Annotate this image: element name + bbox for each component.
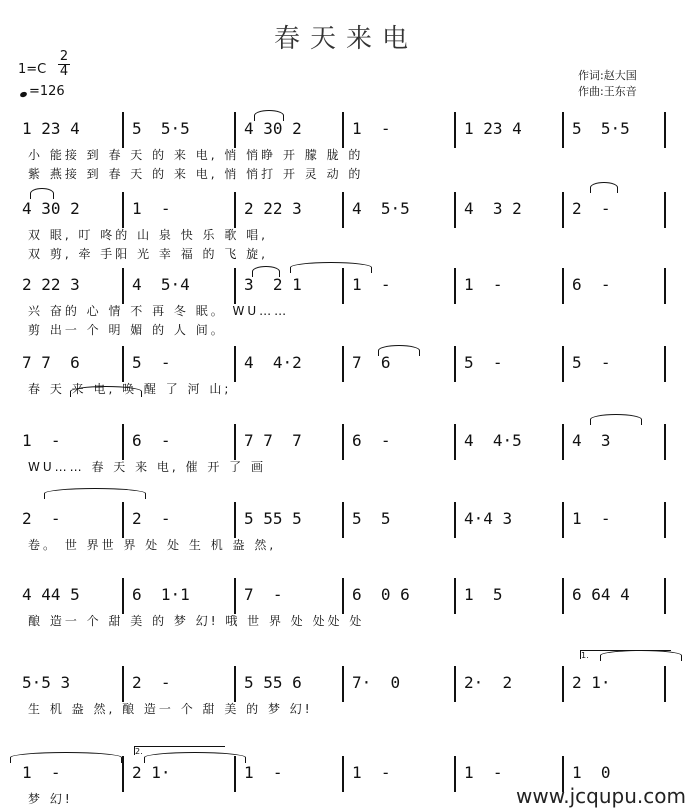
lyric-line: 小 能接 到 春 天 的 来 电, 悄 悄睁 开 朦 胧 的 (28, 148, 364, 162)
measure: 7 6 (352, 353, 391, 372)
measure: 7 7 7 (244, 431, 302, 450)
composer: 作曲:王东音 (578, 85, 637, 98)
measure: 2 - (132, 673, 171, 692)
time-sig-top: 2 (59, 49, 69, 64)
bar-line (342, 756, 344, 792)
bar-line (562, 112, 564, 148)
lyricist: 作词:赵大国 (578, 69, 637, 82)
bar-line (664, 578, 666, 614)
bar-line (234, 424, 236, 460)
bar-line (234, 112, 236, 148)
measure: 5 - (572, 353, 611, 372)
slur (590, 182, 618, 193)
measure: 5 5·5 (132, 119, 190, 138)
quarter-note-icon (19, 91, 27, 98)
measure: 4 3 2 (464, 199, 522, 218)
measure: 5 - (132, 353, 171, 372)
measure: 6 - (572, 275, 611, 294)
bar-line (234, 666, 236, 702)
lyric-line: WU…… 春 天 来 电, 催 开 了 画 (28, 460, 266, 474)
bar-line (122, 424, 124, 460)
bar-line (122, 112, 124, 148)
bar-line (454, 268, 456, 304)
measure: 7 - (244, 585, 283, 604)
measure: 2 - (22, 509, 61, 528)
bar-line (454, 666, 456, 702)
bar-line (562, 424, 564, 460)
measure: 5·5 3 (22, 673, 71, 692)
bar-line (234, 502, 236, 538)
bar-line (342, 112, 344, 148)
measure: 4 30 2 (22, 199, 80, 218)
measure: 1 - (464, 275, 503, 294)
slur (254, 110, 284, 121)
bar-line (664, 112, 666, 148)
slur (44, 488, 146, 499)
measure: 4 4·5 (464, 431, 522, 450)
measure: 1 - (352, 763, 391, 782)
slur (144, 752, 246, 763)
measure: 2 - (572, 199, 611, 218)
measure: 6 - (352, 431, 391, 450)
bar-line (122, 502, 124, 538)
bar-line (342, 666, 344, 702)
tempo-value: =126 (29, 84, 65, 99)
bar-line (562, 502, 564, 538)
bar-line (342, 346, 344, 382)
lyric-line: 酿 造一 个 甜 美 的 梦 幻! 哦 世 界 处 处处 处 (28, 614, 365, 628)
lyric-line: 紫 燕接 到 春 天 的 来 电, 悄 悄打 开 灵 动 的 (28, 167, 364, 181)
bar-line (122, 268, 124, 304)
bar-line (664, 666, 666, 702)
measure: 5 55 6 (244, 673, 302, 692)
measure: 2 1· (572, 673, 611, 692)
slur (290, 262, 372, 273)
page-title: 春天来电 (273, 24, 418, 54)
bar-line (342, 268, 344, 304)
lyric-line: 双 眼, 叮 咚的 山 泉 快 乐 歌 唱, (28, 228, 268, 242)
bar-line (664, 424, 666, 460)
measure: 1 - (244, 763, 283, 782)
bar-line (342, 578, 344, 614)
measure: 2 - (132, 509, 171, 528)
measure: 5 5 (352, 509, 391, 528)
bar-line (454, 502, 456, 538)
lyric-line: 梦 幻! (28, 792, 73, 806)
lyric-line: 卷。 世 界世 界 处 处 生 机 盎 然, (28, 538, 277, 552)
bar-line (562, 666, 564, 702)
measure: 7· 0 (352, 673, 401, 692)
lyric-line: 剪 出一 个 明 媚 的 人 间。 (28, 323, 226, 337)
bar-line (562, 346, 564, 382)
measure: 1 23 4 (22, 119, 80, 138)
bar-line (664, 502, 666, 538)
slur (70, 386, 142, 397)
slur (600, 650, 682, 661)
measure: 6 0 6 (352, 585, 410, 604)
measure: 1 0 (572, 763, 611, 782)
measure: 1 - (464, 763, 503, 782)
measure: 1 - (22, 431, 61, 450)
time-sig-bottom: 4 (59, 64, 69, 79)
measure: 1 - (22, 763, 61, 782)
measure: 4 5·4 (132, 275, 190, 294)
key-signature: 1=C (18, 62, 47, 77)
measure: 4 44 5 (22, 585, 80, 604)
credits (578, 68, 637, 100)
bar-line (234, 578, 236, 614)
bar-line (664, 346, 666, 382)
bar-line (454, 192, 456, 228)
bar-line (122, 578, 124, 614)
measure: 5 55 5 (244, 509, 302, 528)
measure: 3 2 1 (244, 275, 302, 294)
bar-line (342, 502, 344, 538)
bar-line (562, 578, 564, 614)
measure: 4 3 (572, 431, 611, 450)
measure: 6 64 4 (572, 585, 630, 604)
measure: 1 - (572, 509, 611, 528)
lyric-line: 春 天 来 电, 唤 醒 了 河 山; (28, 382, 232, 396)
time-signature (58, 50, 70, 79)
bar-line (234, 192, 236, 228)
measure: 1 - (132, 199, 171, 218)
bar-line (562, 268, 564, 304)
slur (30, 188, 54, 199)
measure: 1 - (352, 275, 391, 294)
bar-line (664, 268, 666, 304)
measure: 4·4 3 (464, 509, 513, 528)
bar-line (122, 666, 124, 702)
lyric-line: 兴 奋的 心 情 不 再 冬 眠。 WU…… (28, 304, 290, 318)
bar-line (122, 346, 124, 382)
bar-line (454, 112, 456, 148)
volta-ending: 2. (134, 746, 225, 755)
measure: 2· 2 (464, 673, 513, 692)
measure: 4 4·2 (244, 353, 302, 372)
watermark: www.jcqupu.com (516, 784, 686, 808)
bar-line (454, 756, 456, 792)
tempo (20, 84, 65, 99)
bar-line (342, 424, 344, 460)
measure: 1 5 (464, 585, 503, 604)
bar-line (454, 578, 456, 614)
bar-line (454, 424, 456, 460)
slur (378, 345, 420, 356)
slur (252, 266, 280, 277)
measure: 1 - (352, 119, 391, 138)
bar-line (342, 192, 344, 228)
bar-line (454, 346, 456, 382)
volta-ending: 1. (580, 650, 671, 659)
slur (10, 752, 122, 763)
measure: 4 5·5 (352, 199, 410, 218)
measure: 5 - (464, 353, 503, 372)
measure: 5 5·5 (572, 119, 630, 138)
measure: 2 1· (132, 763, 171, 782)
measure: 4 30 2 (244, 119, 302, 138)
lyric-line: 双 剪, 牵 手阳 光 幸 福 的 飞 旋, (28, 247, 268, 261)
bar-line (122, 756, 124, 792)
bar-line (664, 192, 666, 228)
measure: 6 - (132, 431, 171, 450)
measure: 1 23 4 (464, 119, 522, 138)
bar-line (234, 268, 236, 304)
measure: 6 1·1 (132, 585, 190, 604)
measure: 7 7 6 (22, 353, 80, 372)
slur (590, 414, 642, 425)
measure: 2 22 3 (22, 275, 80, 294)
bar-line (234, 346, 236, 382)
bar-line (562, 192, 564, 228)
bar-line (122, 192, 124, 228)
lyric-line: 生 机 盎 然, 酿 造一 个 甜 美 的 梦 幻! (28, 702, 313, 716)
measure: 2 22 3 (244, 199, 302, 218)
